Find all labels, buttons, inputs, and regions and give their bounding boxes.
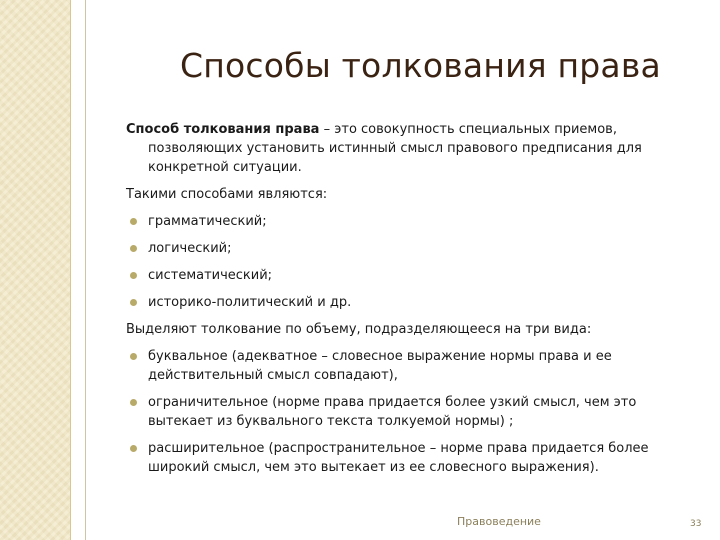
list-item: ограничительное (норме права придается более узкий смысл, чем это вытекает из буквального текста толкуемой нормы) ; — [126, 393, 686, 431]
slide-content — [126, 120, 686, 485]
list-item: буквальное (адекватное – словесное выражение нормы права и ее действительный смысл совпадают), — [126, 347, 686, 385]
vertical-divider — [85, 0, 86, 540]
volume-types-list — [126, 347, 686, 477]
volume-intro: Выделяют толкование по объему, подразделяющееся на три вида: — [126, 322, 592, 337]
intro-paragraph — [126, 120, 686, 177]
bullet-icon — [130, 272, 137, 279]
bullet-icon — [130, 218, 137, 225]
bullet-icon — [130, 353, 137, 360]
bullet-icon — [130, 299, 137, 306]
bullet-icon — [130, 445, 137, 452]
bullet-icon — [130, 245, 137, 252]
list-item: грамматический; — [126, 212, 686, 231]
decorative-left-band — [0, 0, 71, 540]
bullet-icon — [130, 399, 137, 406]
footer-subject: Правоведение — [457, 515, 541, 528]
slide-title: Способы толкования права — [180, 46, 661, 85]
list-item: историко-политический и др. — [126, 293, 686, 312]
intro-definition: – это совокупность специальных приемов, — [319, 122, 617, 137]
list-item: расширительное (распространительное – норме права придается более широкий смысл, чем это вытекает из ее словесного выражения). — [126, 439, 686, 477]
ways-intro: Такими способами являются: — [126, 187, 328, 202]
intro-term: Способ толкования права — [126, 122, 320, 137]
list-item: логический; — [126, 239, 686, 258]
ways-list — [126, 212, 686, 312]
intro-continuation: позволяющих установить истинный смысл правового предписания для конкретной ситуации. — [148, 141, 642, 175]
page-number: 33 — [690, 519, 702, 529]
list-item: систематический; — [126, 266, 686, 285]
